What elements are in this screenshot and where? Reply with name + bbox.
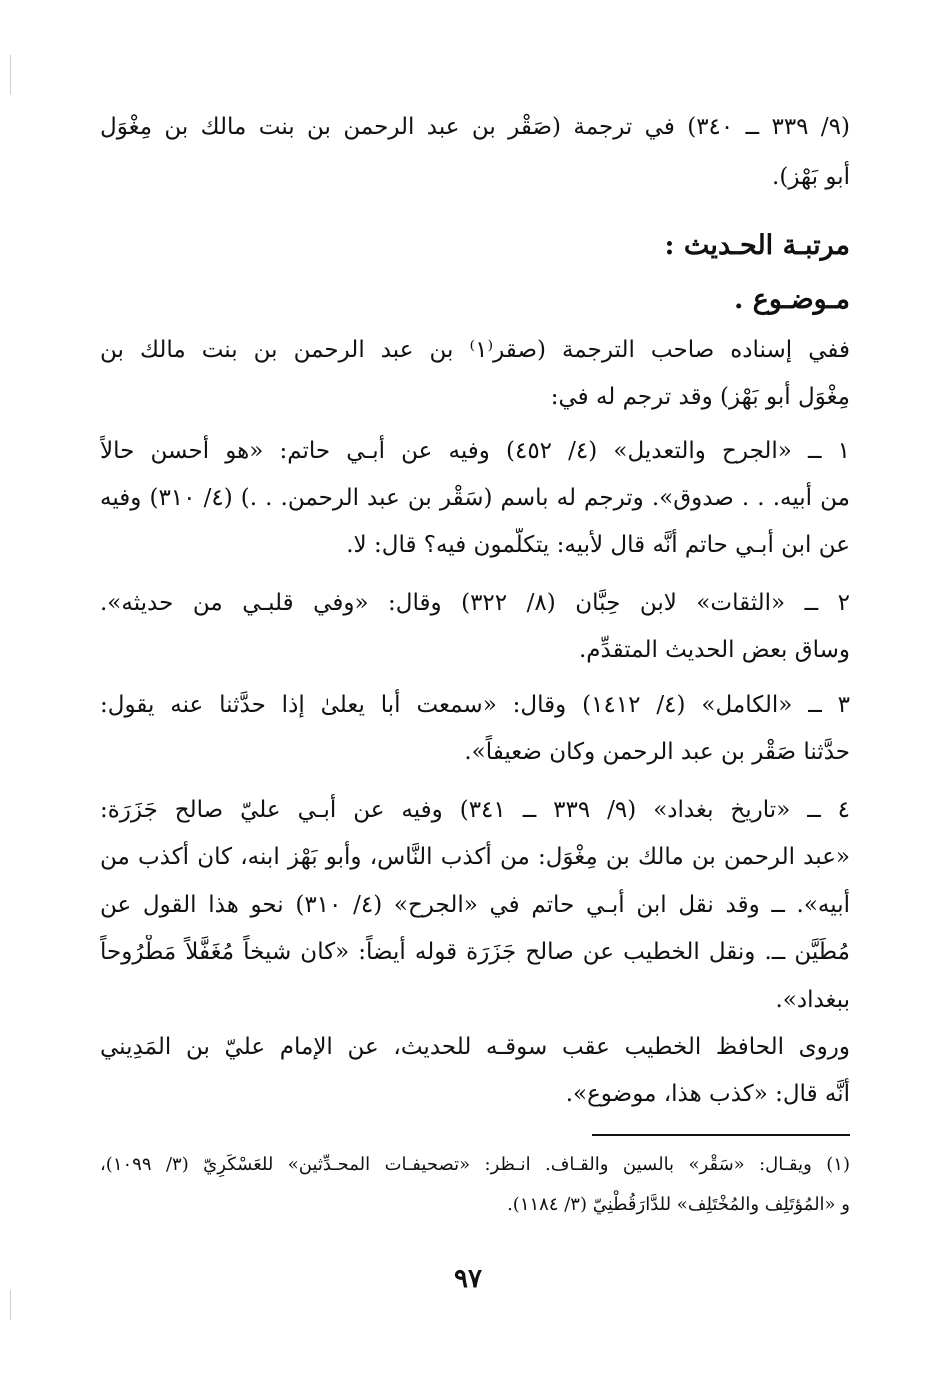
text-line-5: ففي إسناده صاحب الترجمة (صقر⁽١⁾ بن عبد الرحمن بن بنت مالك بن xyxy=(100,337,850,363)
text-line-18: ببغداد». xyxy=(775,987,850,1013)
text-line-14: ٤ ــ «تاريخ بغداد» (٩/ ٣٣٩ ــ ٣٤١) وفيه عن أبـي عليّ صالح جَزَرَة: xyxy=(100,797,850,823)
text-line-12: ٣ ــ «الكامل» (٤/ ١٤١٢) وقال: «سمعت أبا يعلىٰ إذا حدَّثنا عنه يقول: xyxy=(100,692,850,718)
text-line-13: حدَّثنا صَقْر بن عبد الرحمن وكان ضعيفاً». xyxy=(464,739,850,765)
footnote-line-2: و «المُؤتَلِف والمُخْتَلِف» للدَّارَقُطْنِيّ (٣/ ١١٨٤). xyxy=(507,1194,850,1215)
text-line-1: (٩/ ٣٣٩ ــ ٣٤٠) في ترجمة (صَقْر بن عبد الرحمن بن بنت مالك بن مِغْوَل xyxy=(100,114,850,140)
text-line-17: مُطَيَّن ــ. ونقل الخطيب عن صالح جَزَرَة قوله أيضاً: «كان شيخاً مُغَفَّلاً مَطْرُوحاً xyxy=(100,939,850,965)
text-line-19: وروى الحافظ الخطيب عقب سوقـه للحديث، عن الإمام عليّ بن المَدِيني xyxy=(100,1034,850,1060)
text-line-8: من أبيه. . . صدوق». وترجم له باسم (سَقْر بن عبد الرحمن. . .) (٤/ ٣١٠) وفيه xyxy=(100,485,850,511)
text-line-2: أبو بَهْز). xyxy=(772,164,850,190)
text-line-15: «عبد الرحمن بن مالك بن مِغْوَل: من أكذب النَّاس، وأبو بَهْز ابنه، كان أكذب من xyxy=(100,844,850,870)
text-line-9: عن ابن أبـي حاتم أنَّه قال لأبيه: يتكلَّمون فيه؟ قال: لا. xyxy=(346,532,850,558)
text-line-20: أنَّه قال: «كذب هذا، موضوع». xyxy=(565,1081,850,1107)
section-heading: مرتبـة الحـديث : xyxy=(664,230,850,261)
page-number: ٩٧ xyxy=(454,1264,482,1294)
footnote-line-1: (١) ويقـال: «سَقْر» بالسين والقـاف. انـظر: «تصحيفـات المحـدِّثين» للعَسْكَرِيّ (٣/ ١٠٩٩)، xyxy=(100,1154,850,1175)
scan-edge-mark xyxy=(10,55,11,95)
text-line-6: مِغْوَل أبو بَهْز) وقد ترجم له في: xyxy=(550,384,850,410)
scan-edge-mark xyxy=(10,1290,11,1320)
text-line-16: أبيه». ــ وقد نقل ابن أبـي حاتم في «الجرح» (٤/ ٣١٠) نحو هذا القول عن xyxy=(100,892,850,918)
footnote-divider xyxy=(592,1134,850,1136)
text-line-7: ١ ــ «الجرح والتعديل» (٤/ ٤٥٢) وفيه عن أبـي حاتم: «هو أحسن حالاً xyxy=(100,438,850,464)
verdict-heading: مـوضـوع . xyxy=(733,284,850,315)
text-line-11: وساق بعض الحديث المتقدِّم. xyxy=(578,637,850,663)
text-line-10: ٢ ــ «الثقات» لابن حِبَّان (٨/ ٣٢٢) وقال: «وفي قلبـي من حديثه». xyxy=(100,590,850,616)
